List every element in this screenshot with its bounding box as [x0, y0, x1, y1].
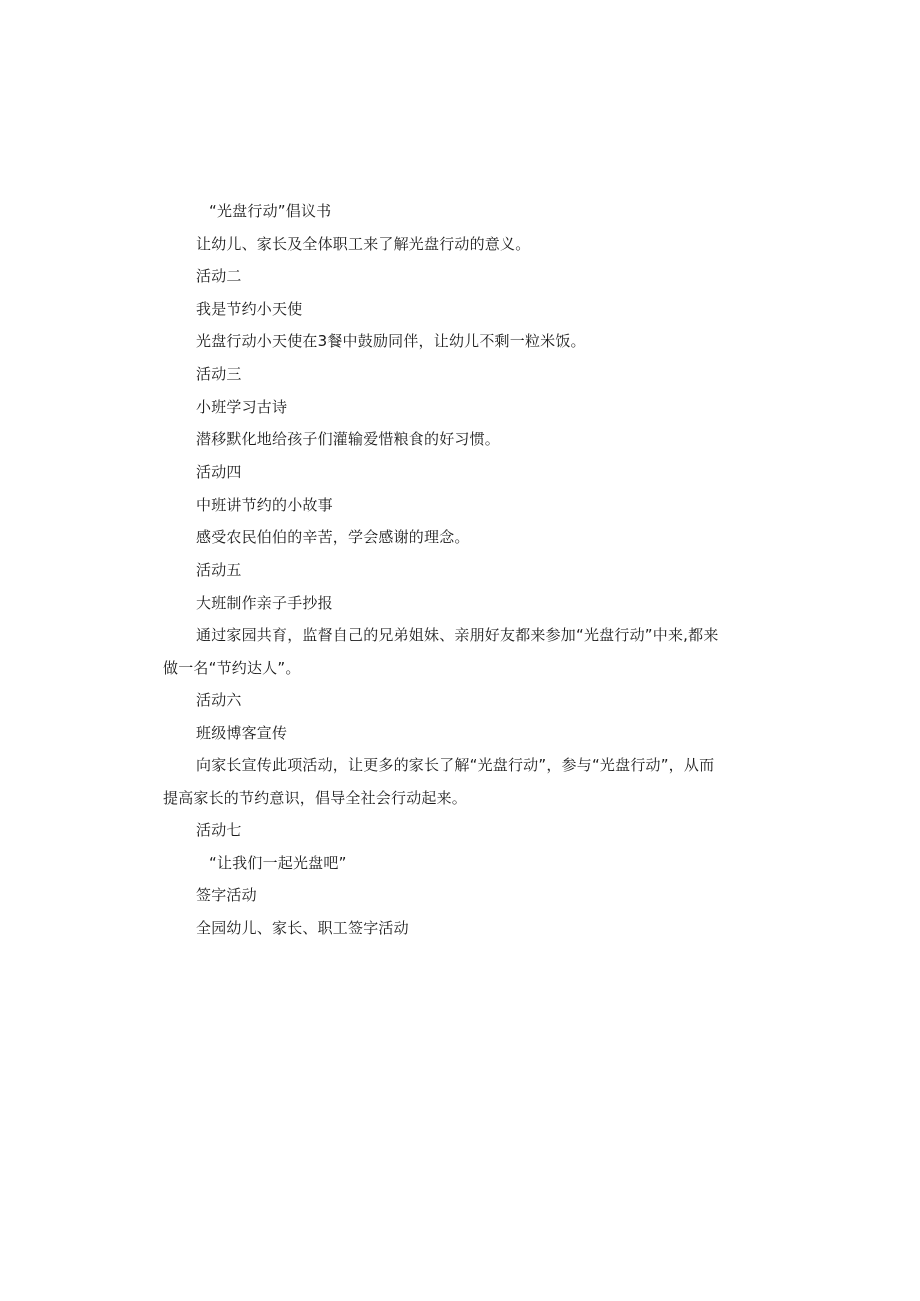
- paragraph-line: 感受农民伯伯的辛苦，学会感谢的理念。: [196, 528, 470, 546]
- paragraph-line: 让幼儿、家长及全体职工来了解光盘行动的意义。: [196, 235, 531, 253]
- activity-title: 大班制作亲子手抄报: [196, 594, 333, 612]
- activity-heading: 活动三: [196, 365, 242, 383]
- paragraph-line: 向家长宣传此项活动，让更多的家长了解“光盘行动”，参与“光盘行动”，从而: [196, 756, 715, 774]
- activity-heading: 活动六: [196, 691, 242, 709]
- activity-title: “让我们一起光盘吧”: [209, 854, 347, 872]
- paragraph-line-continuation: 做一名“节约达人”。: [163, 659, 301, 677]
- paragraph-line: 潜移默化地给孩子们灌输爱惜粮食的好习惯。: [196, 430, 501, 448]
- activity-heading: 活动二: [196, 267, 242, 285]
- activity-subtitle: 签字活动: [196, 886, 257, 904]
- activity-title: 中班讲节约的小故事: [196, 496, 333, 514]
- paragraph-line: 全园幼儿、家长、职工签字活动: [196, 919, 409, 937]
- activity-title: 班级博客宣传: [196, 724, 288, 742]
- proposal-title: “光盘行动”倡议书: [209, 202, 332, 220]
- paragraph-line: 光盘行动小天使在3餐中鼓励同伴，让幼儿不剩一粒米饭。: [196, 332, 586, 350]
- paragraph-line-continuation: 提高家长的节约意识，倡导全社会行动起来。: [163, 789, 468, 807]
- paragraph-line: 通过家园共育，监督自己的兄弟姐妹、亲朋好友都来参加“光盘行动”中来,都来: [196, 626, 719, 644]
- activity-heading: 活动四: [196, 463, 242, 481]
- activity-heading: 活动五: [196, 561, 242, 579]
- activity-heading: 活动七: [196, 821, 242, 839]
- activity-title: 小班学习古诗: [196, 398, 288, 416]
- activity-title: 我是节约小天使: [196, 300, 303, 318]
